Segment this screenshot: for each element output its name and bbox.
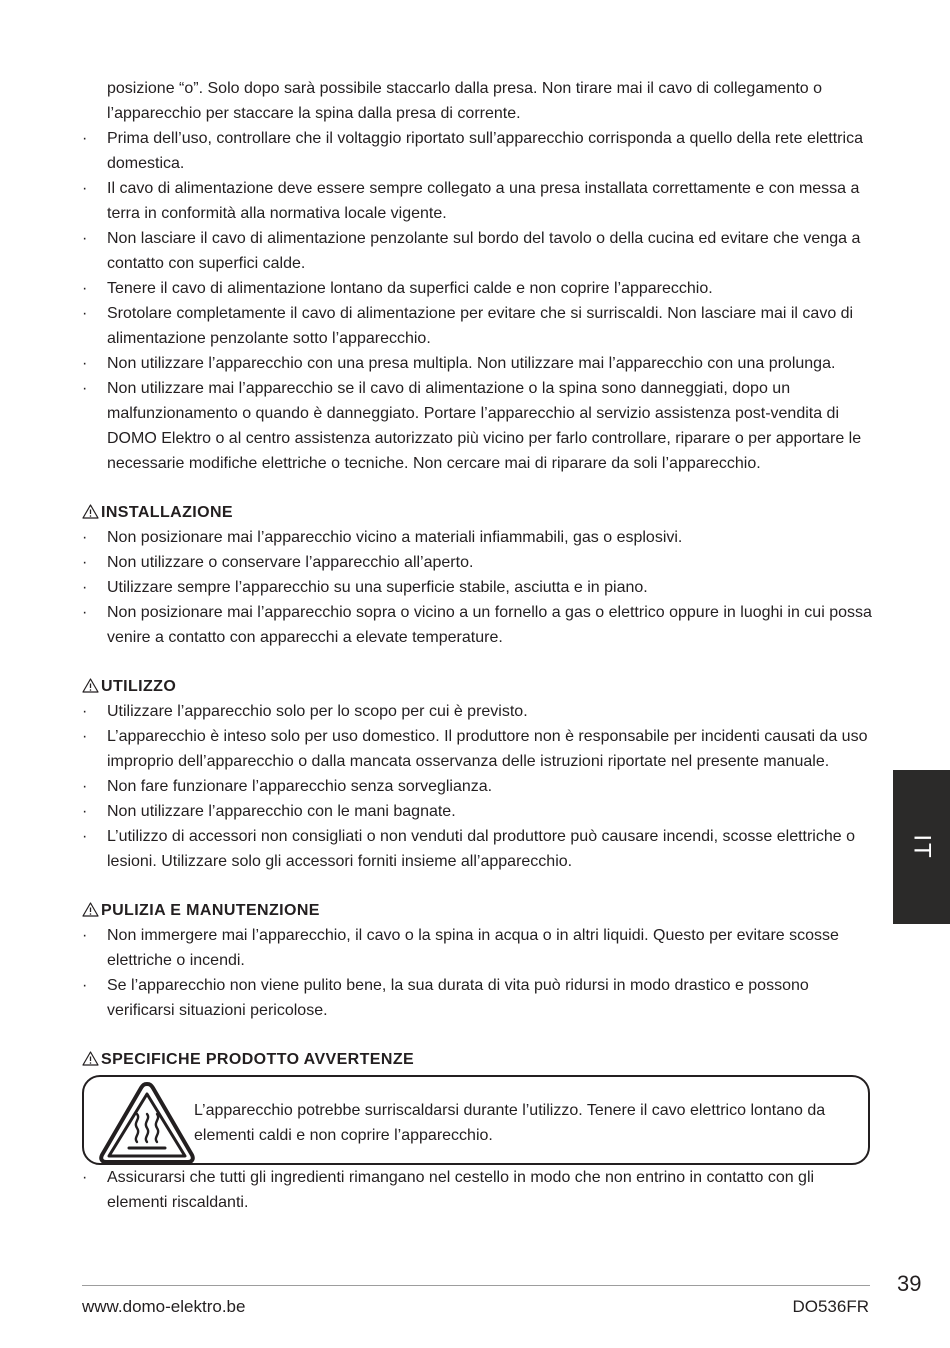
bullet: · (82, 529, 88, 546)
footer-website: www.domo-elektro.be (82, 1297, 246, 1316)
list-item-text: Utilizzare sempre l’apparecchio su una superficie stabile, asciutta e in piano. (107, 579, 648, 596)
language-tab-label: IT (908, 834, 936, 860)
warning-triangle-icon (82, 902, 99, 917)
bullet: · (82, 1169, 88, 1186)
warning-triangle-icon (82, 504, 99, 519)
warning-triangle-icon (82, 1051, 99, 1066)
section-list (82, 525, 872, 650)
warning-triangle-icon (82, 678, 99, 693)
bullet: · (82, 927, 88, 944)
list-item (82, 550, 872, 575)
section-title (82, 500, 872, 525)
list-item-text: Non posizionare mai l’apparecchio vicino a materiali infiammabili, gas o esplosivi. (107, 529, 683, 546)
list-item (82, 276, 872, 301)
list-item (82, 799, 872, 824)
page-content (82, 76, 872, 1215)
list-item-text: Se l’apparecchio non viene pulito bene, la sua durata di vita può ridursi in modo drastico e possono verificarsi situazioni pericolose. (107, 977, 809, 1019)
list-item (82, 600, 872, 650)
bullet: · (82, 977, 88, 994)
list-item-text: Non fare funzionare l’apparecchio senza sorveglianza. (107, 778, 493, 795)
section-title (82, 898, 872, 923)
bullet: · (82, 728, 88, 745)
warning-text: L’apparecchio potrebbe surriscaldarsi durante l’utilizzo. Tenere il cavo elettrico lontano da elementi caldi e non coprire l’apparecchio. (194, 1102, 826, 1144)
section-title-text: SPECIFICHE PRODOTTO AVVERTENZE (101, 1051, 415, 1068)
section-title-text: PULIZIA E MANUTENZIONE (101, 902, 320, 919)
section-utilizzo (82, 674, 872, 874)
bullet: · (82, 180, 88, 197)
intro-list (82, 126, 872, 476)
list-item-text: Prima dell’uso, controllare che il voltaggio riportato sull’apparecchio corrisponda a quello della rete elettrica domestica. (107, 130, 863, 172)
list-item-text: Non utilizzare o conservare l’apparecchio all’aperto. (107, 554, 474, 571)
list-item (82, 699, 872, 724)
list-item (82, 376, 872, 476)
language-tab (893, 770, 950, 924)
intro-continuation: posizione “o”. Solo dopo sarà possibile staccarlo dalla presa. Non tirare mai il cavo di collegamento o l’apparecchio per staccare la spina dalla presa di corrente. (107, 80, 823, 122)
footer-divider (82, 1285, 870, 1286)
section-installazione (82, 500, 872, 650)
section-specifiche (82, 1047, 872, 1215)
list-item (82, 351, 872, 376)
list-item (82, 824, 872, 874)
list-item (82, 226, 872, 276)
section-title-text: UTILIZZO (101, 678, 177, 695)
list-item-text: Non utilizzare mai l’apparecchio se il cavo di alimentazione o la spina sono danneggiati, dopo un malfunzionamento o quando è danneggiato. Portare l’apparecchio al servizio assistenza post-vendita di DOMO Elektro o al centro assistenza autorizzato più vicino per farlo controllare, riparare o per apportare le necessarie modifiche elettriche o tecniche. Non cercare mai di riparare da soli l’apparecchio. (107, 380, 862, 472)
list-item (82, 176, 872, 226)
list-item (82, 774, 872, 799)
bullet: · (82, 604, 88, 621)
bullet: · (82, 579, 88, 596)
bullet: · (82, 380, 88, 397)
list-item (82, 973, 872, 1023)
bullet: · (82, 355, 88, 372)
section-title-text: INSTALLAZIONE (101, 504, 234, 521)
bullet: · (82, 305, 88, 322)
list-item-text: Assicurarsi che tutti gli ingredienti rimangano nel cestello in modo che non entrino in contatto con gli elementi riscaldanti. (107, 1169, 815, 1211)
list-item-text: Utilizzare l’apparecchio solo per lo scopo per cui è previsto. (107, 703, 528, 720)
page-number: 39 (897, 1271, 922, 1296)
list-item (82, 724, 872, 774)
bullet: · (82, 230, 88, 247)
hot-surface-warning-box (82, 1075, 870, 1165)
footer-model: DO536FR (792, 1297, 869, 1316)
bullet: · (82, 554, 88, 571)
list-item (82, 301, 872, 351)
bullet: · (82, 828, 88, 845)
section-pulizia (82, 898, 872, 1023)
list-item (82, 1165, 872, 1215)
bullet: · (82, 803, 88, 820)
list-item-text: Non immergere mai l’apparecchio, il cavo o la spina in acqua o in altri liquidi. Questo per evitare scosse elettriche o incendi. (107, 927, 839, 969)
section-title (82, 674, 872, 699)
section-title (82, 1047, 872, 1072)
list-item (82, 575, 872, 600)
list-item-text: Srotolare completamente il cavo di alimentazione per evitare che si surriscaldi. Non lasciare mai il cavo di alimentazione penzolante sotto l’apparecchio. (107, 305, 854, 347)
section-list (82, 1165, 872, 1215)
list-item-text: Non lasciare il cavo di alimentazione penzolante sul bordo del tavolo o della cucina ed evitare che venga a contatto con superfici calde. (107, 230, 861, 272)
bullet: · (82, 778, 88, 795)
list-item-text: Il cavo di alimentazione deve essere sempre collegato a una presa installata correttamente e con messa a terra in conformità alla normativa locale vigente. (107, 180, 860, 222)
list-item-text: L’apparecchio è inteso solo per uso domestico. Il produttore non è responsabile per incidenti causati da uso improprio dell’apparecchio o dalla mancata osservanza delle istruzioni riportate nel presente manuale. (107, 728, 868, 770)
list-item (82, 126, 872, 176)
section-list (82, 923, 872, 1023)
list-item-text: Non utilizzare l’apparecchio con le mani bagnate. (107, 803, 456, 820)
bullet: · (82, 703, 88, 720)
bullet: · (82, 130, 88, 147)
list-item-text: Tenere il cavo di alimentazione lontano da superfici calde e non coprire l’apparecchio. (107, 280, 713, 297)
bullet: · (82, 280, 88, 297)
hot-surface-warning-icon (98, 1080, 196, 1164)
list-item-text: L’utilizzo di accessori non consigliati o non venduti dal produttore può causare incendi, scosse elettriche o lesioni. Utilizzare solo gli accessori forniti insieme all’apparecchio. (107, 828, 855, 870)
list-item (82, 923, 872, 973)
list-item-text: Non utilizzare l’apparecchio con una presa multipla. Non utilizzare mai l’apparecchio con una prolunga. (107, 355, 836, 372)
list-item-text: Non posizionare mai l’apparecchio sopra o vicino a un fornello a gas o elettrico oppure in luoghi in cui possa venire a contatto con apparecchi a elevate temperature. (107, 604, 872, 646)
list-item (82, 525, 872, 550)
section-list (82, 699, 872, 874)
